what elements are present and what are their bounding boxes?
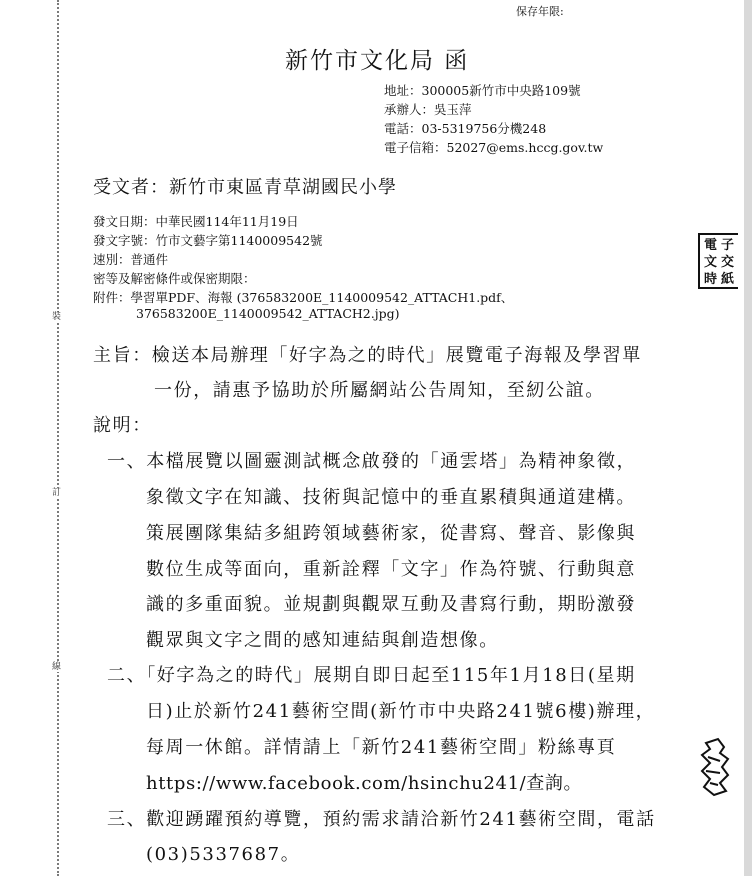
issue-number: 發文字號：竹市文藝字第1140009542號 bbox=[93, 233, 323, 248]
item1-line-2: 象徵文字在知識、技術與記憶中的垂直累積與通道建構。 bbox=[146, 487, 636, 508]
viewer-edge bbox=[744, 0, 752, 876]
explanation-heading: 說明： bbox=[93, 415, 152, 436]
subject-line-2: 一份，請惠予協助於所屬網站公告周知，至紉公誼。 bbox=[154, 380, 605, 401]
contact-email: 電子信箱：52027@ems.hccg.gov.tw bbox=[384, 140, 604, 155]
item3-line-2: (03)5337687。 bbox=[146, 844, 301, 865]
binding-mark-middle: 訂 bbox=[52, 488, 62, 498]
item2-line-1: 二、「好字為之的時代」展期自即日起至115年1月18日(星期 bbox=[107, 665, 636, 686]
item1-line-4: 數位生成等面向，重新詮釋「文字」作為符號、行動與意 bbox=[146, 559, 636, 580]
item2-line-2: 日)止於新竹241藝術空間(新竹市中央路241號6樓)辦理， bbox=[146, 701, 656, 722]
item1-line-1: 一、本檔展覽以圖靈測試概念啟發的「通雲塔」為精神象徵， bbox=[107, 451, 637, 472]
item1-line-6: 觀眾與文字之間的感知連結與創造想像。 bbox=[146, 630, 499, 651]
item3-line-1: 三、歡迎踴躍預約導覽，預約需求請洽新竹241藝術空間，電話 bbox=[107, 809, 656, 830]
attachment-line-1: 附件：學習單PDF、海報 (376583200E_1140009542_ATTACH1.pdf、 bbox=[93, 290, 514, 305]
binding-line bbox=[57, 0, 59, 876]
binding-mark-bottom: 線 bbox=[52, 662, 62, 672]
contact-phone: 電話：03-5319756分機248 bbox=[384, 121, 547, 136]
seal-icon bbox=[698, 737, 732, 797]
subject-line-1: 主旨：檢送本局辦理「好字為之的時代」展覽電子海報及學習單 bbox=[93, 345, 642, 366]
retention-label: 保存年限: bbox=[516, 5, 564, 18]
delivery-speed: 速別：普通件 bbox=[93, 252, 169, 267]
stamp-col-2: 子交紙 bbox=[721, 238, 735, 287]
binding-mark-top: 裝 bbox=[52, 312, 62, 322]
item2-line-4[interactable]: https://www.facebook.com/hsinchu241/查詢。 bbox=[146, 773, 583, 794]
item1-line-3: 策展團隊集結多組跨領域藝術家，從書寫、聲音、影像與 bbox=[146, 523, 636, 544]
secrecy-level: 密等及解密條件或保密期限： bbox=[93, 271, 256, 286]
recipient: 受文者：新竹市東區青草湖國民小學 bbox=[93, 177, 397, 198]
attachment-line-2: 376583200E_1140009542_ATTACH2.jpg) bbox=[136, 306, 400, 321]
document-title: 新竹市文化局 函 bbox=[285, 48, 470, 74]
contact-address: 地址：300005新竹市中央路109號 bbox=[384, 83, 581, 98]
item2-line-3: 每周一休館。詳情請上「新竹241藝術空間」粉絲專頁 bbox=[146, 737, 617, 758]
issue-date: 發文日期：中華民國114年11月19日 bbox=[93, 214, 299, 229]
e-document-stamp bbox=[698, 233, 738, 289]
contact-handler: 承辦人：吳玉萍 bbox=[384, 102, 472, 117]
stamp-col-1: 電文時 bbox=[704, 238, 718, 287]
item1-line-5: 識的多重面貌。並規劃與觀眾互動及書寫行動，期盼激發 bbox=[146, 594, 636, 615]
